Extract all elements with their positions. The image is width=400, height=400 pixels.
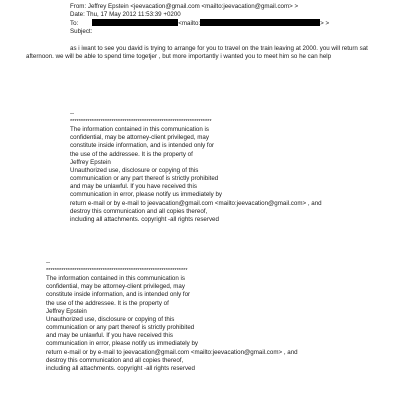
signature-separator: --: [46, 259, 51, 266]
confidentiality-notice: [46, 259, 390, 373]
notice-line: and may be unlawful. If you have received this: [46, 332, 173, 340]
notice-line: communication in error, please notify us immediately by: [70, 191, 223, 199]
notice-line: constitute inside information, and is intended only for: [70, 142, 215, 150]
confidentiality-notice: [70, 110, 390, 224]
notice-line: The information contained in this communication is: [70, 126, 209, 134]
to-line: [70, 19, 395, 28]
notice-line: The information contained in this communication is: [46, 275, 185, 283]
notice-line: the use of the addressee. It is the property of: [46, 299, 169, 307]
notice-line: destroy this communication and all copies thereof,: [70, 207, 208, 215]
to-label: To:: [70, 20, 79, 28]
date-line: Date: Thu, 17 May 2012 11:53:39 +0200: [70, 11, 181, 19]
notice-line: communication or any part thereof is strictly prohibited: [46, 324, 195, 332]
notice-line: constitute inside information, and is intended only for: [46, 291, 191, 299]
notice-line: the use of the addressee. It is the property of: [70, 150, 193, 158]
notice-line: confidential, may be attorney-client privileged, may: [70, 134, 209, 142]
asterisk-divider: *****************************************************************: [70, 119, 212, 125]
notice-line: destroy this communication and all copies thereof,: [46, 356, 184, 364]
email-headers: [70, 3, 395, 36]
email-body-text: as i iwant to see you david is trying to arrange for you to travel on the train leaving at 2000. you will return sat afternoon. we will be able to spend time togetjer , but more importantly i wanted you to meet him so he can help: [26, 45, 368, 61]
asterisk-divider: *****************************************************************: [46, 268, 188, 274]
notice-line: and may be unlawful. If you have received this: [70, 183, 197, 191]
subject-label: Subject:: [70, 28, 93, 36]
email-body: [26, 45, 394, 61]
from-line: From: Jeffrey Epstein <jeevacation@gmail.com <mailto:jeevacation@gmail.com> >: [70, 3, 299, 10]
notice-line: including all attachments. copyright -all rights reserved: [70, 215, 219, 223]
notice-line: including all attachments. copyright -all rights reserved: [46, 364, 195, 372]
to-mailto-open: <mailto:: [178, 20, 201, 28]
notice-line: communication or any part thereof is strictly prohibited: [70, 175, 219, 183]
notice-line: return e-mail or by e-mail to jeevacation@gmail.com <mailto:jeevacation@gmail.com> , and: [70, 199, 322, 207]
notice-line: Jeffrey Epstein: [46, 307, 87, 315]
notice-line: communication in error, please notify us immediately by: [46, 340, 199, 348]
notice-line: confidential, may be attorney-client privileged, may: [46, 283, 185, 291]
notice-line: return e-mail or by e-mail to jeevacation@gmail.com <mailto:jeevacation@gmail.com> , and: [46, 348, 298, 356]
notice-line: Unauthorized use, disclosure or copying of this: [46, 315, 175, 323]
notice-line: Unauthorized use, disclosure or copying of this: [70, 166, 199, 174]
redaction-box: [200, 19, 320, 26]
redaction-box: [92, 19, 178, 26]
subject-line: [70, 28, 395, 36]
to-mailto-close: > >: [320, 20, 330, 28]
notice-line: Jeffrey Epstein: [70, 158, 111, 166]
signature-separator: --: [70, 110, 75, 117]
